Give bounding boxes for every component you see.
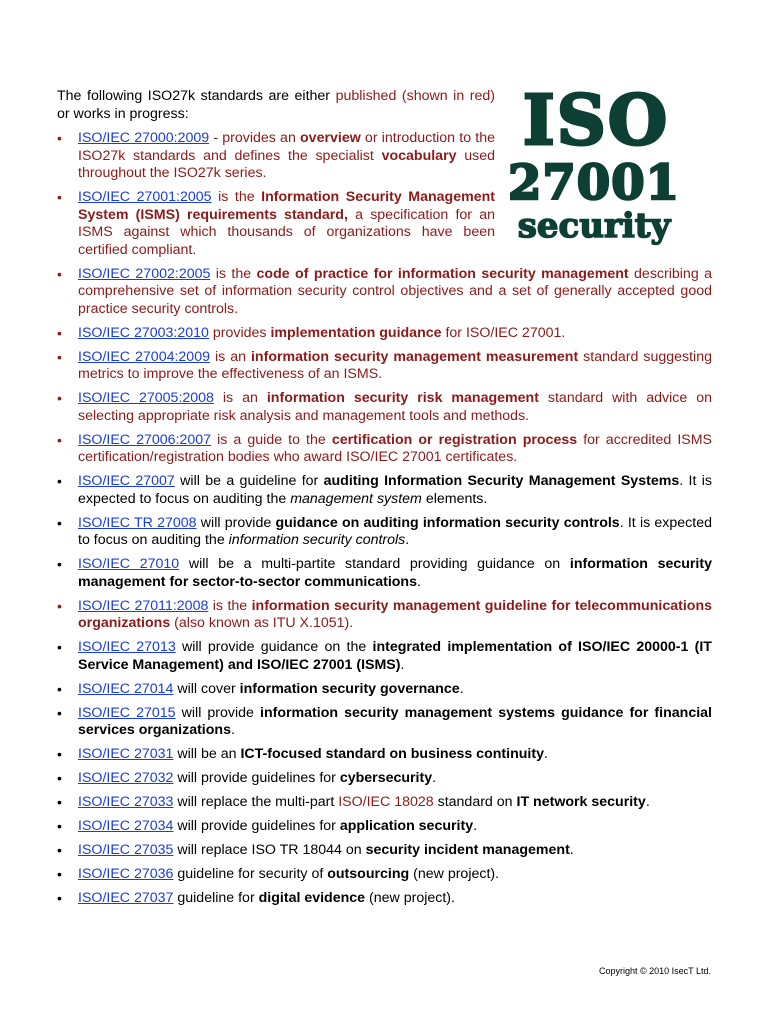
logo-iso-text: ISO (522, 86, 670, 161)
bullet-icon: • (57, 770, 62, 786)
list-item: • ISO/IEC 27031 will be an ICT-focused standard on business continuity. (57, 746, 548, 762)
bullet-icon: • (57, 189, 62, 205)
bullet-icon: • (57, 324, 62, 341)
standard-link[interactable]: ISO/IEC 27010 (78, 556, 180, 572)
standard-link[interactable]: ISO/IEC 27032 (78, 770, 174, 786)
list-item: • ISO/IEC 27033 will replace the multi-part ISO/IEC 18028 standard on IT network security. (57, 794, 650, 810)
bullet-icon: • (57, 794, 62, 810)
bullet-icon: • (57, 556, 62, 572)
standard-link[interactable]: ISO/IEC 27033 (78, 794, 174, 810)
bullet-icon: • (57, 680, 62, 697)
standard-link[interactable]: ISO/IEC 27004:2009 (78, 348, 210, 365)
list-item: • ISO/IEC 27006:2007 is a guide to the certification or registration process for accredited ISMS certification/registration bodies who award ISO/IEC 27001 certificates. (57, 431, 713, 465)
bullet-icon: • (57, 597, 62, 614)
intro-paragraph (57, 88, 495, 123)
intro-text-1: The following ISO27k standards are either (57, 88, 336, 104)
list-item: • ISO/IEC 27011:2008 is the information security management guideline for telecommunications organizations (also known as ITU X.1051). (57, 597, 712, 631)
bullet-icon: • (57, 473, 62, 489)
standard-link[interactable]: ISO/IEC 27015 (78, 704, 176, 721)
list-item: • ISO/IEC 27034 will provide guidelines for application security. (57, 818, 478, 834)
list-item: • ISO/IEC 27014 will cover information security governance. (57, 680, 464, 697)
bullet-icon: • (57, 514, 62, 531)
bullet-icon: • (57, 704, 62, 721)
standard-link[interactable]: ISO/IEC 27007 (78, 473, 175, 489)
standard-link[interactable]: ISO/IEC 27005:2008 (78, 390, 214, 406)
list-item: • ISO/IEC 27000:2009 - provides an overview or introduction to the ISO27k standards and defines the specialist vocabulary used throughout the ISO27k series. (57, 130, 495, 181)
list-item: • ISO/IEC 27010 will be a multi-partite standard providing guidance on information security management for sector-to-sector communications. (57, 556, 712, 590)
list-item: • ISO/IEC 27032 will provide guidelines for cybersecurity. (57, 770, 437, 786)
bullet-icon: • (57, 348, 62, 365)
list-item: • ISO/IEC 27003:2010 provides implementation guidance for ISO/IEC 27001. (57, 324, 566, 341)
standard-link[interactable]: ISO/IEC 27035 (78, 842, 174, 858)
bullet-icon: • (57, 431, 62, 448)
list-item: • ISO/IEC 27015 will provide information security management systems guidance for financial services organizations. (57, 704, 712, 738)
bullet-icon: • (57, 746, 62, 762)
list-item: • ISO/IEC 27035 will replace ISO TR 18044 on security incident management. (57, 842, 574, 858)
list-item: • ISO/IEC 27037 guideline for digital evidence (new project). (57, 890, 455, 906)
standard-link[interactable]: ISO/IEC 27011:2008 (78, 597, 209, 614)
list-item: • ISO/IEC 27013 will provide guidance on the integrated implementation of ISO/IEC 20000-1 (IT Service Management) and ISO/IEC 27001 (ISMS). (57, 639, 712, 673)
intro-text-2: or works in progress: (57, 105, 189, 122)
logo-security-text: security (517, 206, 671, 246)
standard-link[interactable]: ISO/IEC 27036 (78, 866, 174, 882)
bullet-icon: • (57, 390, 62, 406)
bullet-icon: • (57, 639, 62, 655)
copyright-footer: Copyright © 2010 IsecT Ltd. (598, 966, 711, 976)
bullet-icon: • (57, 866, 62, 882)
standard-link[interactable]: ISO/IEC 27006:2007 (78, 431, 212, 448)
standards-list (57, 130, 712, 914)
list-item: • ISO/IEC 27005:2008 is an information security risk management standard with advice on selecting appropriate risk analysis and management tools and methods. (57, 390, 712, 424)
standard-link[interactable]: ISO/IEC 27001:2005 (78, 189, 212, 205)
list-item: • ISO/IEC 27002:2005 is the code of practice for information security management describing a comprehensive set of information security control objectives and a set of generally accepted good practice security controls. (57, 265, 712, 317)
logo-27001-text: 27001 (508, 155, 680, 211)
standard-link[interactable]: ISO/IEC 27037 (78, 890, 174, 906)
standard-link[interactable]: ISO/IEC 27014 (78, 680, 174, 697)
intro-published-red: published (shown in red) (335, 88, 496, 104)
bullet-icon: • (57, 842, 62, 858)
bullet-icon: • (57, 130, 62, 146)
list-item: • ISO/IEC 27001:2005 is the Information Security Management System (ISMS) requirements standard, a specification for an ISMS against which thousands of organizations have been certified compliant. (57, 189, 495, 258)
bullet-icon: • (57, 890, 62, 906)
list-item: • ISO/IEC 27004:2009 is an information security management measurement standard suggesting metrics to improve the effectiveness of an ISMS. (57, 348, 712, 382)
standard-link[interactable]: ISO/IEC 27034 (78, 818, 174, 834)
standard-link[interactable]: ISO/IEC 27002:2005 (78, 265, 211, 282)
bullet-icon: • (57, 265, 62, 282)
list-item: • ISO/IEC TR 27008 will provide guidance on auditing information security controls. It is expected to focus on auditing the information security controls. (57, 514, 712, 548)
list-item: • ISO/IEC 27007 will be a guideline for auditing Information Security Management Systems. It is expected to focus on auditing the management system elements. (57, 473, 712, 507)
standard-link[interactable]: ISO/IEC 27000:2009 (78, 130, 210, 146)
standard-link[interactable]: ISO/IEC TR 27008 (78, 514, 197, 531)
standard-link[interactable]: ISO/IEC 27031 (78, 746, 174, 762)
standard-link[interactable]: ISO/IEC 27003:2010 (78, 324, 209, 341)
standard-link[interactable]: ISO/IEC 27013 (78, 639, 176, 655)
list-item: • ISO/IEC 27036 guideline for security of outsourcing (new project). (57, 866, 500, 882)
bullet-icon: • (57, 818, 62, 834)
